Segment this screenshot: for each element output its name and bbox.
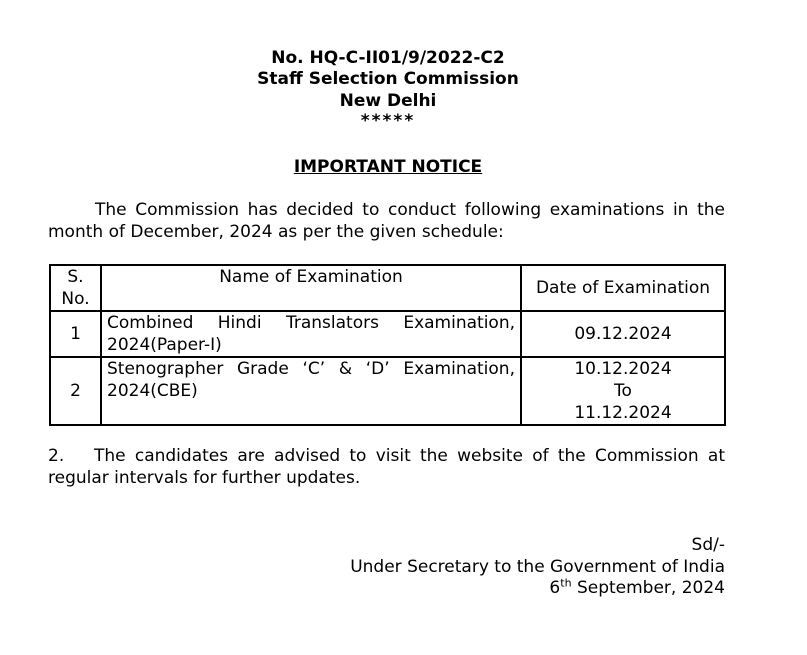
- signature-sd: Sd/-: [691, 535, 725, 555]
- advisory-text: The candidates are advised to visit the website of the Commission at regular intervals for further updates.: [48, 446, 725, 488]
- city-name: New Delhi: [339, 91, 437, 111]
- signature-date: [549, 577, 725, 599]
- table-header-row: [50, 265, 725, 311]
- date-line: To: [614, 381, 632, 401]
- table-row: [50, 357, 725, 425]
- header-exam-date: Date of Examination: [521, 265, 725, 311]
- date-rest: September, 2024: [571, 578, 725, 598]
- row-exam-date: [521, 357, 725, 425]
- header-exam-name: Name of Examination: [101, 265, 521, 311]
- exam-schedule-table: [49, 264, 726, 426]
- date-suffix: th: [560, 576, 572, 590]
- row-sno: 2: [50, 357, 101, 425]
- notice-title: IMPORTANT NOTICE: [293, 157, 483, 177]
- date-line: 09.12.2024: [574, 324, 672, 344]
- row-exam-name: Stenographer Grade ‘C’ & ‘D’ Examination, 2024(CBE): [101, 357, 521, 425]
- signatory-designation: Under Secretary to the Government of India: [350, 557, 725, 577]
- intro-paragraph: The Commission has decided to conduct following examinations in the month of December, 2024 as per the given schedule:: [48, 200, 725, 242]
- date-line: 11.12.2024: [574, 403, 672, 423]
- row-exam-name: Combined Hindi Translators Examination, 2024(Paper-I): [101, 311, 521, 357]
- organization-name: Staff Selection Commission: [257, 69, 519, 89]
- date-day: 6: [549, 578, 561, 598]
- file-number: No. HQ-C-II01/9/2022-C2: [271, 48, 505, 68]
- header-sno: S. No.: [50, 265, 101, 311]
- table-row: [50, 311, 725, 357]
- paragraph-number: 2.: [48, 446, 65, 466]
- row-exam-date: [521, 311, 725, 357]
- date-line: 10.12.2024: [574, 359, 672, 379]
- row-sno: 1: [50, 311, 101, 357]
- advisory-paragraph: [48, 445, 725, 489]
- header-separator: *****: [360, 111, 416, 131]
